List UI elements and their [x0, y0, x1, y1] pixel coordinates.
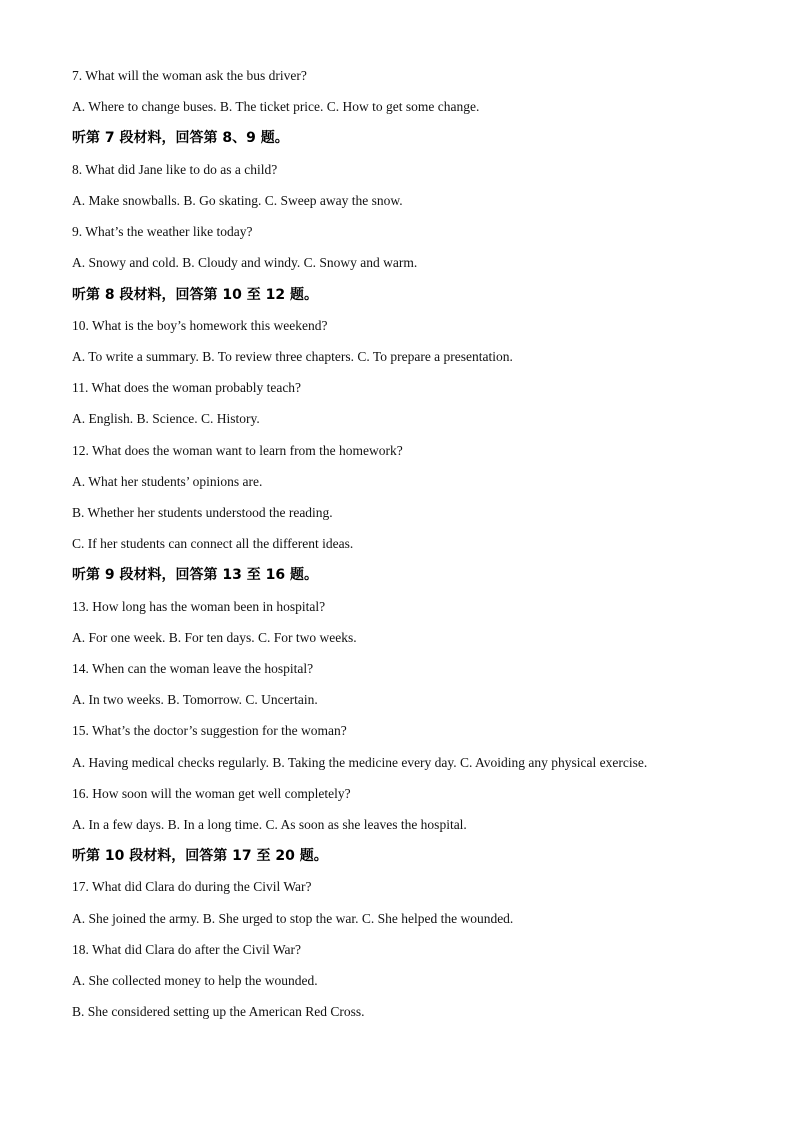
- options-13: A. For one week. B. For ten days. C. For two weeks.: [72, 630, 357, 645]
- option-18a: A. She collected money to help the wounded.: [72, 973, 318, 988]
- option-12b: B. Whether her students understood the reading.: [72, 505, 333, 520]
- section-heading-8: 听第 8 段材料，回答第 10 至 12 题。: [72, 287, 318, 303]
- options-10: A. To write a summary. B. To review three chapters. C. To prepare a presentation.: [72, 349, 513, 364]
- options-7: A. Where to change buses. B. The ticket price. C. How to get some change.: [72, 99, 480, 114]
- option-18b: B. She considered setting up the American Red Cross.: [72, 1004, 365, 1019]
- question-11: 11. What does the woman probably teach?: [72, 380, 302, 395]
- options-16: A. In a few days. B. In a long time. C. As soon as she leaves the hospital.: [72, 817, 467, 832]
- question-12: 12. What does the woman want to learn from the homework?: [72, 443, 403, 458]
- question-8: 8. What did Jane like to do as a child?: [72, 162, 278, 177]
- question-10: 10. What is the boy’s homework this weekend?: [72, 318, 328, 333]
- options-17: A. She joined the army. B. She urged to stop the war. C. She helped the wounded.: [72, 911, 514, 926]
- options-14: A. In two weeks. B. Tomorrow. C. Uncertain.: [72, 692, 318, 707]
- options-11: A. English. B. Science. C. History.: [72, 411, 260, 426]
- question-16: 16. How soon will the woman get well completely?: [72, 786, 351, 801]
- question-9: 9. What’s the weather like today?: [72, 224, 253, 239]
- option-12c: C. If her students can connect all the different ideas.: [72, 536, 354, 551]
- options-9: A. Snowy and cold. B. Cloudy and windy. C. Snowy and warm.: [72, 255, 418, 270]
- question-18: 18. What did Clara do after the Civil War?: [72, 942, 301, 957]
- options-8: A. Make snowballs. B. Go skating. C. Sweep away the snow.: [72, 193, 403, 208]
- question-7: 7. What will the woman ask the bus driver?: [72, 68, 307, 83]
- question-15: 15. What’s the doctor’s suggestion for the woman?: [72, 723, 347, 738]
- section-heading-7: 听第 7 段材料，回答第 8、9 题。: [72, 130, 289, 146]
- section-heading-10: 听第 10 段材料，回答第 17 至 20 题。: [72, 848, 328, 864]
- question-13: 13. How long has the woman been in hospital?: [72, 599, 326, 614]
- question-17: 17. What did Clara do during the Civil War?: [72, 879, 312, 894]
- option-12a: A. What her students’ opinions are.: [72, 474, 263, 489]
- question-14: 14. When can the woman leave the hospital?: [72, 661, 314, 676]
- options-15: A. Having medical checks regularly. B. Taking the medicine every day. C. Avoiding any physical exercise.: [72, 755, 648, 770]
- section-heading-9: 听第 9 段材料，回答第 13 至 16 题。: [72, 567, 318, 583]
